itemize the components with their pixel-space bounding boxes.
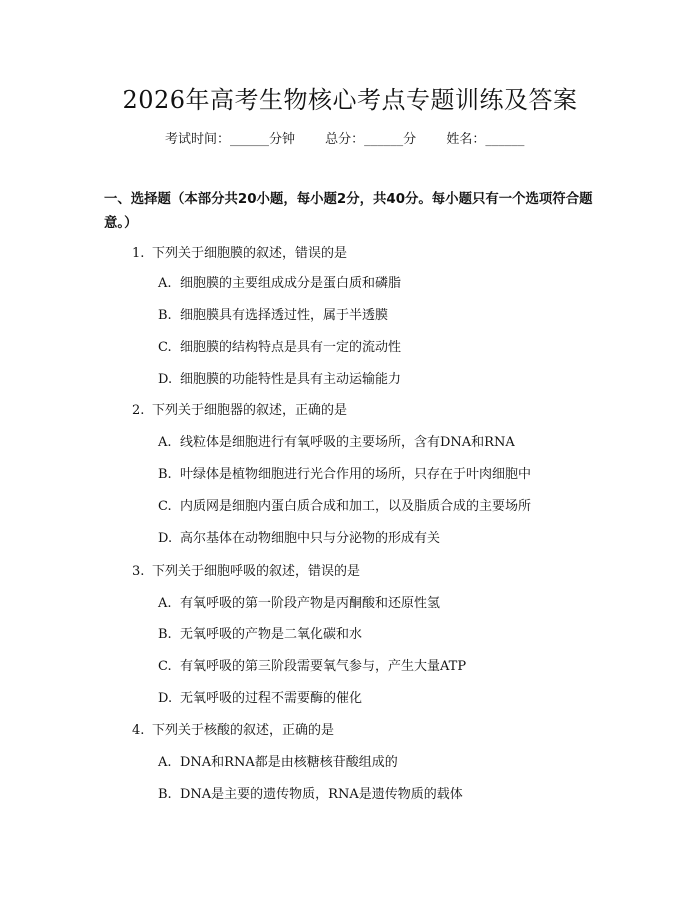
question-stem: 下列关于细胞器的叙述，正确的是 (152, 403, 348, 418)
option-text: DNA是主要的遗传物质，RNA是遗传物质的载体 (180, 787, 463, 802)
option-text: 细胞膜的主要组成成分是蛋白质和磷脂 (180, 276, 402, 291)
option-text: 叶绿体是植物细胞进行光合作用的场所，只存在于叶肉细胞中 (180, 467, 532, 482)
option-letter: D. (158, 372, 173, 387)
option-1b (158, 306, 388, 326)
option-3d (158, 689, 362, 709)
question-stem: 下列关于细胞呼吸的叙述，错误的是 (152, 564, 361, 579)
option-2c (158, 497, 531, 517)
option-1a (158, 274, 401, 294)
option-text: 无氧呼吸的过程不需要酶的催化 (180, 691, 363, 706)
option-letter: D. (158, 531, 173, 546)
option-text: 细胞膜的功能特性是具有主动运输能力 (180, 372, 402, 387)
option-letter: D. (158, 691, 173, 706)
question-number: 2. (132, 403, 145, 418)
option-letter: B. (158, 627, 172, 642)
option-2a (158, 433, 515, 453)
question-number: 1. (132, 246, 145, 261)
option-1c (158, 338, 401, 358)
option-text: 无氧呼吸的产物是二氧化碳和水 (180, 627, 363, 642)
option-letter: A. (158, 435, 172, 450)
option-letter: A. (158, 755, 172, 770)
option-text: DNA和RNA都是由核糖核苷酸组成的 (180, 755, 398, 770)
option-text: 细胞膜具有选择透过性，属于半透膜 (180, 308, 389, 323)
option-2d (158, 529, 440, 549)
student-name: 姓名：______ (446, 132, 525, 147)
option-letter: A. (158, 596, 172, 611)
option-text: 有氧呼吸的第三阶段需要氧气参与，产生大量ATP (180, 659, 467, 674)
option-letter: A. (158, 276, 172, 291)
option-text: 细胞膜的结构特点是具有一定的流动性 (180, 340, 402, 355)
question-2 (132, 401, 347, 421)
question-stem: 下列关于细胞膜的叙述，错误的是 (152, 246, 348, 261)
option-1d (158, 370, 401, 390)
option-text: 高尔基体在动物细胞中只与分泌物的形成有关 (180, 531, 441, 546)
question-1 (132, 244, 347, 264)
option-letter: C. (158, 499, 172, 514)
option-3c (158, 657, 466, 677)
question-number: 4. (132, 723, 145, 738)
exam-time: 考试时间：______分钟 (165, 132, 296, 147)
section-heading: 一、选择题（本部分共20小题，每小题2分，共40分。每小题只有一个选项符合题意。） (104, 192, 593, 231)
option-letter: C. (158, 340, 172, 355)
option-letter: C. (158, 659, 172, 674)
option-text: 线粒体是细胞进行有氧呼吸的主要场所，含有DNA和RNA (180, 435, 515, 450)
option-4a (158, 753, 398, 773)
option-3a (158, 594, 440, 614)
page-title: 2026年高考生物核心考点专题训练及答案 (122, 86, 578, 114)
option-letter: B. (158, 787, 172, 802)
question-4 (132, 721, 334, 741)
option-3b (158, 625, 362, 645)
option-text: 有氧呼吸的第一阶段产物是丙酮酸和还原性氢 (180, 596, 441, 611)
question-number: 3. (132, 564, 145, 579)
option-letter: B. (158, 467, 172, 482)
option-letter: B. (158, 308, 172, 323)
option-2b (158, 465, 531, 485)
total-score: 总分：______分 (325, 132, 417, 147)
option-4b (158, 785, 463, 805)
question-3 (132, 562, 360, 582)
exam-meta (165, 130, 524, 150)
question-stem: 下列关于核酸的叙述，正确的是 (152, 723, 335, 738)
option-text: 内质网是细胞内蛋白质合成和加工，以及脂质合成的主要场所 (180, 499, 532, 514)
